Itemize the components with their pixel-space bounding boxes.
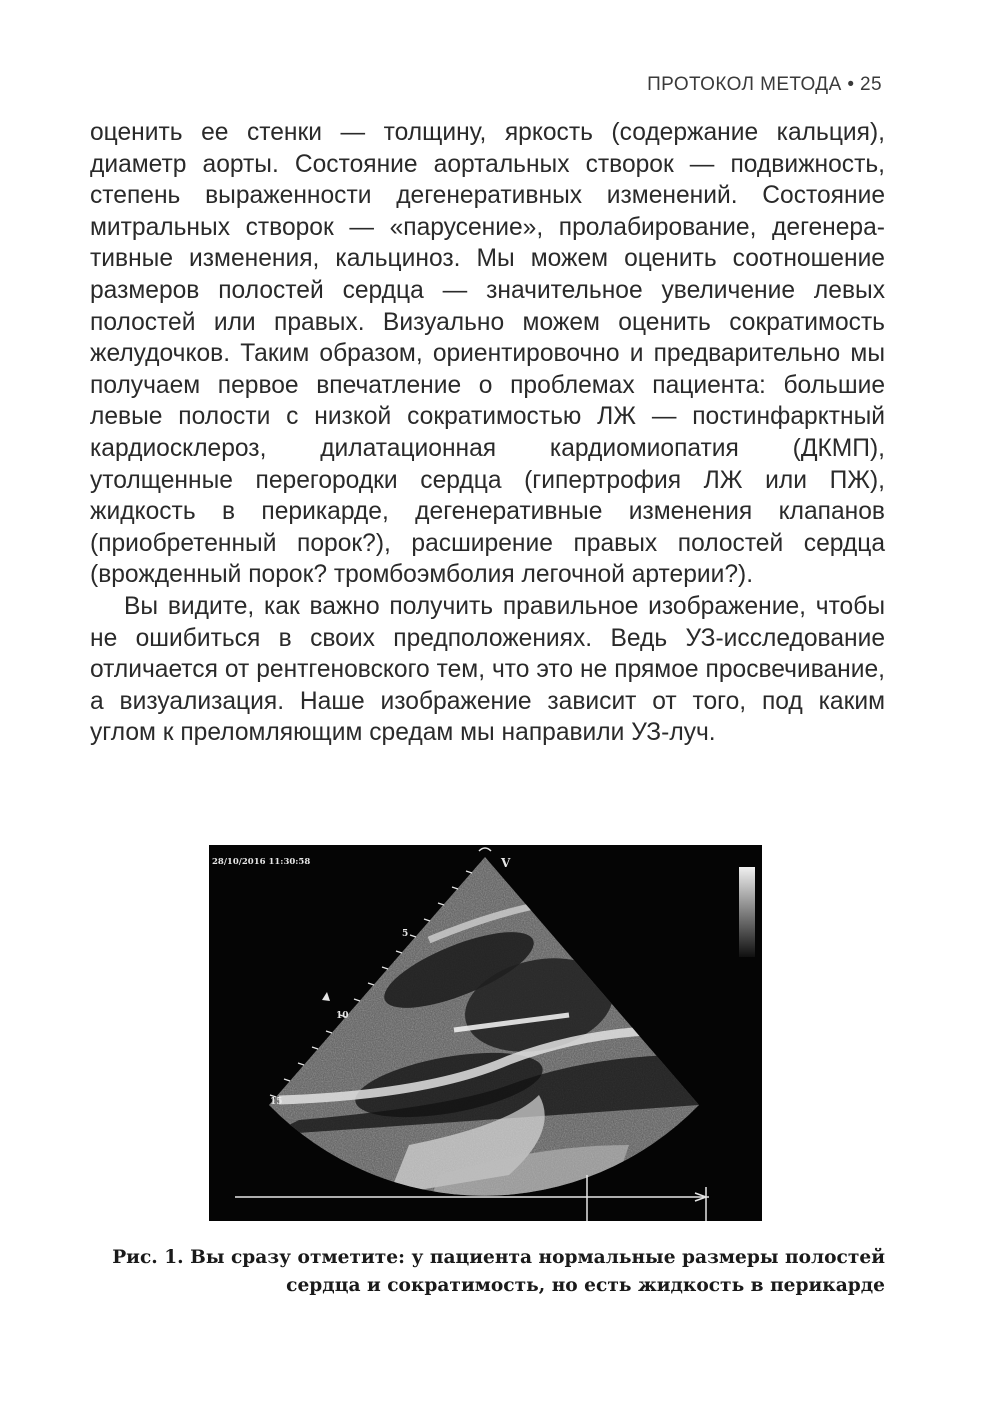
focus-marker-icon [322,992,330,1001]
caption-line-2: сердца и сократимость, но есть жидкость в перикарде [286,1275,885,1296]
caption-line-1: Рис. 1. Вы сразу отметите: у пациента нормальные размеры полостей [112,1247,885,1268]
depth-mark-15: 15 [270,1097,283,1107]
running-header: ПРОТОКОЛ МЕТОДА • 25 [647,74,882,95]
body-text [90,117,885,749]
probe-marker-label: V [501,856,511,870]
grayscale-bar [739,867,755,957]
depth-mark-5: 5 [402,929,409,939]
ultrasound-image [209,845,762,1221]
depth-mark-10: 10 [336,1011,349,1021]
echocardiogram-figure [209,845,762,1221]
timestamp-label: 28/10/2016 11:30:58 [212,857,311,867]
figure-caption [90,1244,885,1300]
paragraph-2: Вы видите, как важно получить правильное изображение, чтобы не ошибиться в своих предположениях. Ведь УЗ-исследование отличается от рентгеновского тем, что это не прямое просвечивание, а визуализация. Наше изображение зависит от того, под каким углом к преломляющим средам мы направили УЗ-луч. [90,592,885,747]
probe-icon [479,848,491,851]
paragraph-1: оценить ее стенки — толщину, яркость (содержание кальция), диаметр аорты. Состояние аортальных створок — подвижность, степень выраженности дегенеративных изменений. Состояние митральных створок — «парусение», пролабирование, дегенеративные изменения, кальциноз. Мы можем оценить соотношение размеров полостей сердца — значительное увеличение левых полостей или правых. Визуально можем оценить сократимость желудочков. Таким образом, ориентировочно и предварительно мы получаем первое впечатление о проблемах пациента: большие левые полости с низкой сократимостью ЛЖ — постинфарктный кардиосклероз, дилатационная кардиомиопатия (ДКМП), утолщенные перегородки сердца (гипертрофия ЛЖ или ПЖ), жидкость в перикарде, дегенеративные изменения клапанов (приобретенный порок?), расширение правых полостей сердца (врожденный порок? тромбоэмболия легочной артерии?). [90,119,885,589]
